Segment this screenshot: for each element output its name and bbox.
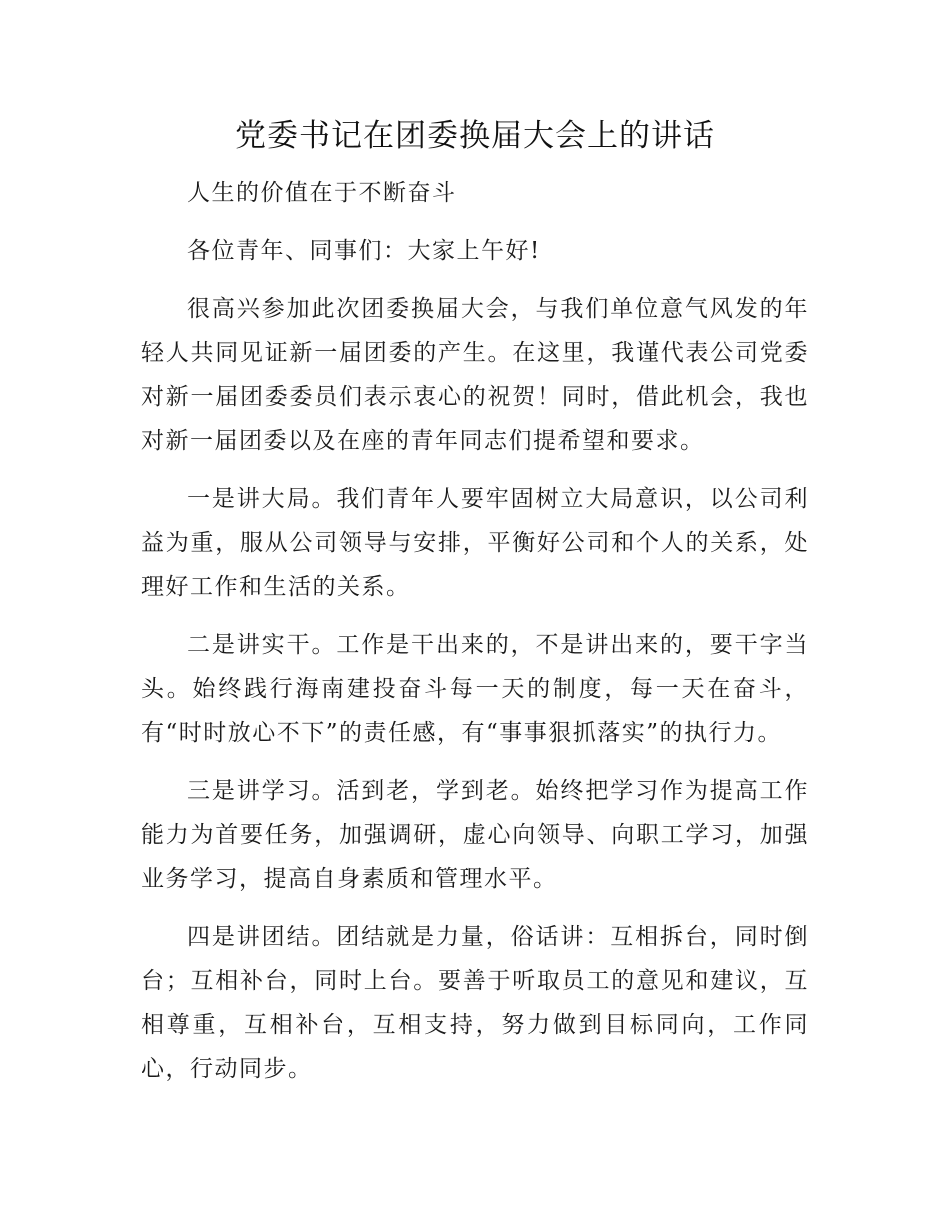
point-four-paragraph: 四是讲团结。团结就是力量，俗话讲：互相拆台，同时倒台；互相补台，同时上台。要善于听取员工的意见和建议，互相尊重，互相补台，互相支持，努力做到目标同向，工作同心，行动同步。	[141, 924, 809, 1082]
intro-paragraph: 很高兴参加此次团委换届大会，与我们单位意气风发的年轻人共同见证新一届团委的产生。在这里，我谨代表公司党委对新一届团委委员们表示衷心的祝贺！同时，借此机会，我也对新一届团委以及在座的青年同志们提希望和要求。	[141, 296, 809, 454]
point-three-paragraph: 三是讲学习。活到老，学到老。始终把学习作为提高工作能力为首要任务，加强调研，虚心向领导、向职工学习，加强业务学习，提高自身素质和管理水平。	[141, 778, 809, 892]
document-title: 党委书记在团委换届大会上的讲话	[235, 118, 715, 154]
greeting-paragraph: 各位青年、同事们：大家上午好!	[187, 238, 541, 264]
point-two-paragraph: 二是讲实干。工作是干出来的，不是讲出来的，要干字当头。始终践行海南建投奋斗每一天的制度，每一天在奋斗，有“时时放心不下”的责任感，有“事事狠抓落实”的执行力。	[141, 632, 809, 746]
document-body	[141, 171, 809, 1105]
subtitle-paragraph: 人生的价值在于不断奋斗	[187, 180, 457, 206]
point-one-paragraph: 一是讲大局。我们青年人要牢固树立大局意识，以公司利益为重，服从公司领导与安排，平衡好公司和个人的关系，处理好工作和生活的关系。	[141, 486, 809, 600]
